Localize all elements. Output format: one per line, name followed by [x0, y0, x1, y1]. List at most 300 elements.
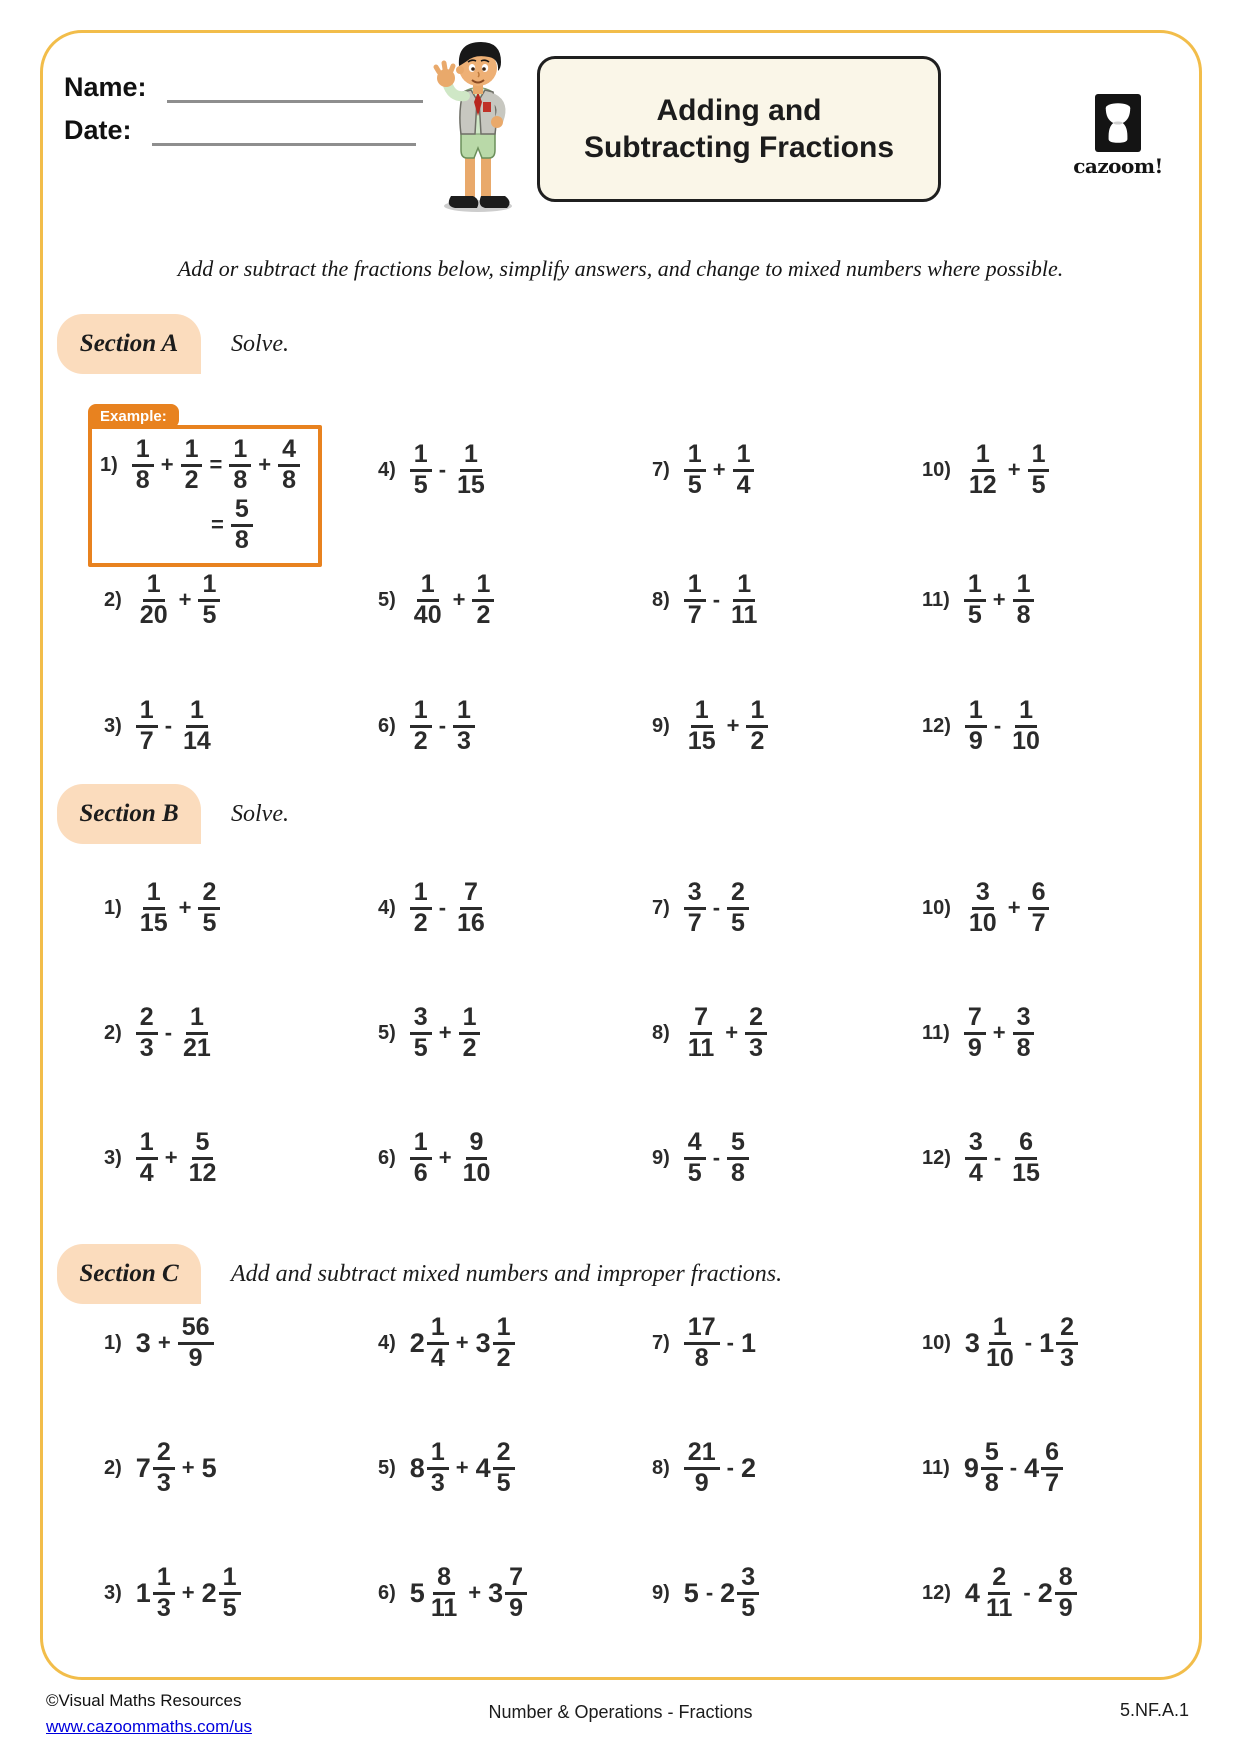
mixed-number [476, 1440, 515, 1496]
denominator: 7 [687, 600, 702, 629]
denominator: 21 [183, 1033, 211, 1062]
denominator: 8 [234, 525, 249, 554]
numerator: 4 [684, 1130, 706, 1160]
fraction [179, 1005, 215, 1061]
denominator: 7 [1045, 1468, 1060, 1497]
problem-c-10 [922, 1311, 1078, 1375]
numerator: 1 [219, 1565, 241, 1595]
whole-part: 2 [201, 1577, 217, 1608]
problem-expression [965, 1315, 1078, 1371]
numerator: 7 [460, 880, 482, 910]
numerator: 1 [460, 442, 482, 472]
problem-number: 6) [378, 1581, 396, 1604]
mixed-number [410, 1565, 461, 1621]
fraction [153, 1565, 175, 1621]
fraction [737, 1565, 759, 1621]
mixed-number [488, 1565, 527, 1621]
problem-number: 3) [104, 714, 122, 737]
fraction [136, 1005, 158, 1061]
problem-expression [684, 1130, 749, 1186]
problem-c-7 [652, 1311, 756, 1375]
operator: + [178, 895, 192, 920]
denominator: 14 [183, 726, 211, 755]
fraction [179, 698, 215, 754]
example-expression-1 [132, 437, 300, 493]
problem-a-3 [104, 694, 215, 758]
numerator: 1 [472, 572, 494, 602]
numerator: 1 [427, 1315, 449, 1345]
example-tab-label: Example: [88, 404, 179, 428]
denominator: 16 [457, 908, 485, 937]
problem-expression [684, 442, 755, 498]
footer-website-link[interactable]: www.cazoommaths.com/us [46, 1716, 252, 1736]
denominator: 5 [687, 470, 702, 499]
operator: + [1007, 457, 1021, 482]
numerator: 6 [1028, 880, 1050, 910]
example-line-1 [100, 437, 300, 493]
problem-b-12 [922, 1126, 1044, 1190]
fraction [453, 442, 489, 498]
fraction [981, 1440, 1003, 1496]
problem-number: 11) [922, 1021, 950, 1044]
operator: + [178, 587, 192, 612]
numerator: 1 [136, 1130, 158, 1160]
problem-number: 2) [104, 1456, 122, 1479]
problem-b-10 [922, 876, 1049, 940]
operator: + [455, 1455, 469, 1480]
numerator: 1 [493, 1315, 515, 1345]
operator: + [160, 452, 174, 477]
problem-expression [136, 1315, 214, 1371]
problem-b-6 [378, 1126, 494, 1190]
fraction [684, 1440, 720, 1496]
fraction [965, 698, 987, 754]
mixed-number [410, 1440, 449, 1496]
whole-number: 2 [740, 1452, 756, 1483]
section-a-badge: Section A [57, 314, 201, 374]
fraction [964, 572, 986, 628]
problem-expression [136, 572, 221, 628]
fraction [727, 1130, 749, 1186]
fraction [1028, 442, 1050, 498]
problem-number: 7) [652, 896, 670, 919]
problem-number: 5) [378, 588, 396, 611]
mixed-number [476, 1315, 515, 1371]
denominator: 9 [188, 1343, 203, 1372]
problem-number: 11) [922, 1456, 950, 1479]
problem-b-5 [378, 1001, 480, 1065]
numerator: 1 [132, 437, 154, 467]
denominator: 9 [509, 1593, 524, 1622]
section-b-instruction: Solve. [231, 800, 289, 827]
numerator: 6 [1041, 1440, 1063, 1470]
problem-c-12 [922, 1561, 1077, 1625]
problem-expression [410, 1130, 495, 1186]
denominator: 8 [984, 1468, 999, 1497]
whole-part: 5 [409, 1577, 425, 1608]
operator: = [211, 512, 224, 537]
operator: + [455, 1330, 469, 1355]
operator: + [164, 1145, 178, 1170]
numerator: 56 [178, 1315, 214, 1345]
numerator: 3 [972, 880, 994, 910]
numerator: 1 [410, 442, 432, 472]
denominator: 9 [968, 726, 983, 755]
problem-number: 10) [922, 1331, 951, 1354]
whole-part: 1 [1039, 1327, 1055, 1358]
whole-part: 1 [135, 1577, 151, 1608]
worksheet-title [584, 92, 894, 167]
mixed-number [136, 1565, 175, 1621]
problem-expression [965, 1130, 1044, 1186]
numerator: 2 [988, 1565, 1010, 1595]
whole-number: 5 [201, 1452, 217, 1483]
problem-expression [684, 698, 769, 754]
fraction [1041, 1440, 1063, 1496]
problem-number: 2) [104, 588, 122, 611]
problem-c-8 [652, 1436, 756, 1500]
fraction [410, 698, 432, 754]
denominator: 7 [139, 726, 154, 755]
whole-part: 7 [135, 1452, 151, 1483]
section-c-badge: Section C [57, 1244, 201, 1304]
denominator: 11 [731, 600, 758, 629]
problem-number: 4) [378, 1331, 396, 1354]
mixed-number [136, 1440, 175, 1496]
numerator: 1 [733, 572, 755, 602]
fraction [1056, 1315, 1078, 1371]
denominator: 8 [282, 465, 296, 494]
problem-a-6 [378, 694, 475, 758]
problem-c-9 [652, 1561, 759, 1625]
numerator: 1 [453, 698, 475, 728]
operator: - [705, 1580, 714, 1605]
fraction [982, 1565, 1016, 1621]
operator: - [993, 713, 1002, 738]
denominator: 8 [1016, 600, 1031, 629]
numerator: 8 [1055, 1565, 1077, 1595]
fraction [1008, 698, 1044, 754]
numerator: 2 [493, 1440, 515, 1470]
fraction [410, 1005, 432, 1061]
denominator: 3 [457, 726, 471, 755]
fraction [505, 1565, 527, 1621]
operator: + [438, 1020, 452, 1045]
problem-number: 4) [378, 458, 396, 481]
denominator: 15 [457, 470, 485, 499]
numerator: 3 [1013, 1005, 1035, 1035]
denominator: 20 [139, 600, 168, 629]
section-a-instruction: Solve. [231, 330, 289, 357]
problem-number: 7) [652, 1331, 670, 1354]
numerator: 3 [965, 1130, 987, 1160]
denominator: 9 [1058, 1593, 1073, 1622]
denominator: 7 [1031, 908, 1046, 937]
denominator: 3 [749, 1033, 763, 1062]
numerator: 1 [1015, 698, 1037, 728]
section-a-header [57, 314, 289, 374]
operator: + [438, 1145, 452, 1170]
example-box [88, 404, 322, 567]
whole-part: 3 [475, 1327, 491, 1358]
problem-number: 2) [104, 1021, 122, 1044]
fraction [185, 1130, 221, 1186]
numerator: 21 [684, 1440, 720, 1470]
whole-number: 5 [683, 1577, 699, 1608]
numerator: 1 [989, 1315, 1011, 1345]
fraction [1013, 1005, 1035, 1061]
problem-a-9 [652, 694, 768, 758]
problem-number: 6) [378, 1146, 396, 1169]
denominator: 8 [694, 1343, 709, 1372]
djembe-drum-icon [1095, 94, 1141, 152]
mixed-number [410, 1315, 449, 1371]
numerator: 1 [410, 880, 432, 910]
numerator: 1 [198, 572, 220, 602]
numerator: 17 [684, 1315, 720, 1345]
fraction [684, 1005, 718, 1061]
numerator: 7 [505, 1565, 527, 1595]
example-body [88, 425, 322, 567]
problem-c-4 [378, 1311, 515, 1375]
title-line-1: Adding and [656, 93, 822, 127]
problem-expression [410, 1440, 515, 1496]
name-label: Name: [64, 72, 147, 102]
cazoom-logo [1066, 94, 1170, 178]
fraction [684, 880, 706, 936]
operator: - [726, 1455, 734, 1480]
denominator: 8 [233, 465, 248, 494]
operator: + [992, 1020, 1006, 1045]
problem-expression [684, 1565, 759, 1621]
denominator: 5 [222, 1593, 237, 1622]
denominator: 2 [750, 726, 765, 755]
problem-number: 10) [922, 896, 951, 919]
denominator: 15 [687, 726, 716, 755]
whole-number: 1 [740, 1327, 756, 1358]
denominator: 7 [687, 908, 702, 937]
title-line-2: Subtracting Fractions [583, 131, 895, 164]
mixed-number [1024, 1440, 1063, 1496]
fraction [746, 698, 768, 754]
whole-number: 3 [135, 1327, 151, 1358]
whole-part: 2 [409, 1327, 425, 1358]
operator: - [712, 587, 721, 612]
mixed-number [1039, 1315, 1078, 1371]
numerator: 5 [981, 1440, 1003, 1470]
problem-number: 3) [104, 1146, 122, 1169]
fraction [410, 880, 432, 936]
problem-expression [684, 1440, 756, 1496]
fraction [1013, 572, 1035, 628]
problem-b-7 [652, 876, 749, 940]
section-b-header [57, 784, 289, 844]
numerator: 1 [186, 1005, 208, 1035]
section-b-badge: Section B [57, 784, 201, 844]
fraction [965, 880, 1001, 936]
fraction [410, 442, 432, 498]
numerator: 1 [1028, 442, 1050, 472]
denominator: 3 [139, 1033, 154, 1062]
denominator: 5 [687, 1158, 702, 1187]
numerator: 6 [1015, 1130, 1037, 1160]
problem-expression [136, 1005, 215, 1061]
problem-c-5 [378, 1436, 515, 1500]
operator: + [181, 1580, 195, 1605]
problem-a-8 [652, 568, 761, 632]
problem-expression [964, 1440, 1063, 1496]
footer-copyright: ©Visual Maths Resources [46, 1691, 242, 1710]
problem-number: 1) [100, 453, 118, 476]
problem-a-7 [652, 438, 754, 502]
problem-expression [964, 1005, 1035, 1061]
denominator: 9 [967, 1033, 982, 1062]
denominator: 5 [731, 908, 745, 937]
denominator: 5 [496, 1468, 511, 1497]
fraction [410, 572, 446, 628]
denominator: 10 [985, 1343, 1014, 1372]
operator: + [181, 1455, 195, 1480]
problem-a-4 [378, 438, 489, 502]
problem-number: 12) [922, 1146, 951, 1169]
worksheet-instruction: Add or subtract the fractions below, simplify answers, and change to mixed numbers where possible. [177, 256, 1064, 281]
denominator: 4 [139, 1158, 154, 1187]
denominator: 2 [184, 465, 199, 494]
fraction [459, 1130, 495, 1186]
name-write-line [167, 70, 423, 103]
fraction [153, 1440, 175, 1496]
whole-part: 8 [409, 1452, 425, 1483]
operator: - [1023, 1580, 1031, 1605]
denominator: 4 [430, 1343, 445, 1372]
numerator: 1 [186, 698, 208, 728]
operator: + [992, 587, 1006, 612]
problem-number: 4) [378, 896, 396, 919]
problem-expression [410, 1005, 481, 1061]
numerator: 7 [964, 1005, 986, 1035]
denominator: 5 [202, 600, 217, 629]
problem-expression [965, 1565, 1077, 1621]
fraction [727, 880, 749, 936]
problem-expression [136, 1440, 217, 1496]
operator: - [438, 713, 447, 738]
denominator: 4 [736, 470, 751, 499]
fraction [427, 1440, 449, 1496]
fraction [198, 880, 220, 936]
numerator: 2 [136, 1005, 158, 1035]
problem-expression [965, 880, 1050, 936]
worksheet-title-box [537, 56, 941, 202]
numerator: 1 [746, 698, 768, 728]
fraction [493, 1440, 515, 1496]
numerator: 3 [684, 880, 706, 910]
problem-expression [410, 880, 489, 936]
cazoom-logo-text: cazoom! [1073, 154, 1163, 178]
problem-number: 6) [378, 714, 396, 737]
numerator: 2 [153, 1440, 175, 1470]
fraction [965, 1130, 987, 1186]
numerator: 1 [181, 437, 203, 467]
mixed-number [720, 1565, 759, 1621]
numerator: 1 [691, 698, 713, 728]
fraction [965, 442, 1001, 498]
section-c-header [57, 1244, 782, 1304]
problem-expression [684, 572, 762, 628]
numerator: 2 [198, 880, 220, 910]
denominator: 9 [694, 1468, 709, 1497]
problem-b-4 [378, 876, 489, 940]
numerator: 1 [410, 1130, 432, 1160]
problem-number: 8) [652, 1021, 670, 1044]
problem-number: 1) [104, 896, 122, 919]
denominator: 5 [1031, 470, 1046, 499]
numerator: 1 [684, 442, 706, 472]
numerator: 1 [427, 1440, 449, 1470]
denominator: 3 [430, 1468, 445, 1497]
problem-number: 5) [378, 1021, 396, 1044]
problem-number: 3) [104, 1581, 122, 1604]
denominator: 5 [967, 600, 982, 629]
denominator: 5 [413, 470, 428, 499]
operator: - [1009, 1455, 1018, 1480]
denominator: 11 [687, 1033, 715, 1062]
fraction [1028, 880, 1050, 936]
denominator: 5 [413, 1033, 428, 1062]
fraction [410, 1130, 432, 1186]
denominator: 11 [430, 1593, 458, 1622]
operator: = [209, 452, 223, 477]
fraction [181, 437, 203, 493]
problem-expression [964, 572, 1035, 628]
operator: - [712, 1145, 721, 1170]
problem-number: 12) [922, 1581, 951, 1604]
operator: - [164, 713, 173, 738]
problem-expression [410, 1565, 527, 1621]
fraction [684, 1130, 706, 1186]
fraction [684, 442, 706, 498]
fraction [459, 1005, 481, 1061]
mixed-number [202, 1565, 241, 1621]
numerator: 1 [684, 572, 706, 602]
fraction [198, 572, 220, 628]
problem-number: 1) [104, 1331, 122, 1354]
fraction [136, 698, 158, 754]
fraction [745, 1005, 767, 1061]
operator: - [1024, 1330, 1033, 1355]
problem-c-2 [104, 1436, 217, 1500]
denominator: 15 [1012, 1158, 1040, 1187]
operator: - [438, 457, 447, 482]
denominator: 3 [1060, 1343, 1075, 1372]
numerator: 1 [964, 572, 986, 602]
problem-expression [410, 572, 495, 628]
problem-number: 10) [922, 458, 951, 481]
numerator: 2 [1056, 1315, 1078, 1345]
problem-b-8 [652, 1001, 767, 1065]
fraction [684, 1315, 720, 1371]
fraction [231, 497, 253, 553]
fraction [132, 437, 154, 493]
denominator: 12 [188, 1158, 217, 1187]
fraction [178, 1315, 214, 1371]
numerator: 1 [733, 442, 755, 472]
fraction [427, 1315, 449, 1371]
denominator: 2 [462, 1033, 477, 1062]
problem-c-1 [104, 1311, 214, 1375]
date-write-line [152, 113, 416, 146]
problem-expression [965, 442, 1050, 498]
problem-a-11 [922, 568, 1034, 632]
